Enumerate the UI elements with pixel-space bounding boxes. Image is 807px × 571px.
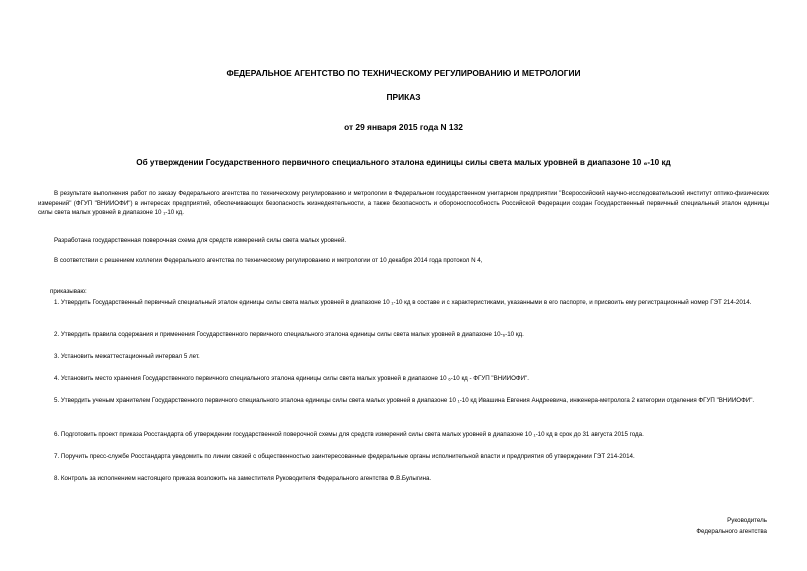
paragraph-decision: В соответствии с решением коллегии Федерального агентства по техническому регулированию и метрологии от 10 декабря 2014 года протокол N 4, [54,257,483,264]
order-item-7: 7. Поручить пресс-службе Росстандарта уведомить по линии связей с общественностью заинтересованные федеральные органы исполнительной власти и предприятия об утверждении ГЭТ 214-2014. [54,453,635,460]
paragraph-intro: В результате выполнения работ по заказу Федерального агентства по техническому регулированию и метрологии в Федеральном государственном унитарном предприятии "Всероссийский научно-исследовательский институт оптико-физических измерений" (ФГУП "ВНИИОФИ") в интересах предприятий, обеспечивающих безопасность жизнедеятельности, а также безопасность и обороноспособность Российской Федерации создан Государственный первичный специальный эталон единицы силы света малых уровней в диапазоне 10 ₁-10 кд. [38,190,769,217]
paragraph-order: приказываю: [50,288,87,295]
document-title: Об утверждении Государственного первичного специального эталона единицы силы света малых уровней в диапазоне 10 ₆-10 кд [136,158,671,167]
date-number-heading: от 29 января 2015 года N 132 [344,122,463,132]
order-item-3: 3. Установить межаттестационный интервал 5 лет. [54,353,200,360]
order-item-2: 2. Утвердить правила содержания и применения Государственного первичного специального эталона единицы силы света малых уровней в диапазоне 10-₆-10 кд. [54,331,524,338]
doc-type-heading: ПРИКАЗ [386,92,421,102]
order-item-6: 6. Подготовить проект приказа Росстандарта об утверждении государственной поверочной схемы для средств измерений силы света малых уровней в диапазоне 10 ₁-10 кд в срок до 31 августа 2015 года. [54,431,644,438]
order-item-4: 4. Установить место хранения Государственного первичного специального эталона единицы силы света малых уровней в диапазоне 10 ₆-10 кд - ФГУП "ВНИИОФИ". [54,375,529,382]
agency-heading: ФЕДЕРАЛЬНОЕ АГЕНТСТВО ПО ТЕХНИЧЕСКОМУ РЕГУЛИРОВАНИЮ И МЕТРОЛОГИИ [226,68,581,78]
order-item-1: 1. Утвердить Государственный первичный специальный эталон единицы силы света малых уровней в диапазоне 10 ₁-10 кд в составе и с характеристиками, указанными в его паспорте, и присвоить ему регистрационный номер ГЭТ 214-2014. [54,299,752,306]
order-item-5: 5. Утвердить ученым хранителем Государственного первичного специального эталона единицы силы света малых уровней в диапазоне 10 ₁-10 кд Ивашина Евгения Андреевича, инженера-метролога 2 категории отделения ФГУП "ВНИИОФИ". [54,397,755,404]
paragraph-scheme: Разработана государственная поверочная схема для средств измерений силы света малых уровней. [54,237,347,244]
signature-organization: Федерального агентства [696,528,767,535]
order-item-8: 8. Контроль за исполнением настоящего приказа возложить на заместителя Руководителя Федерального агентства Ф.В.Булыгина. [54,475,432,482]
signature-position: Руководитель [727,517,767,524]
